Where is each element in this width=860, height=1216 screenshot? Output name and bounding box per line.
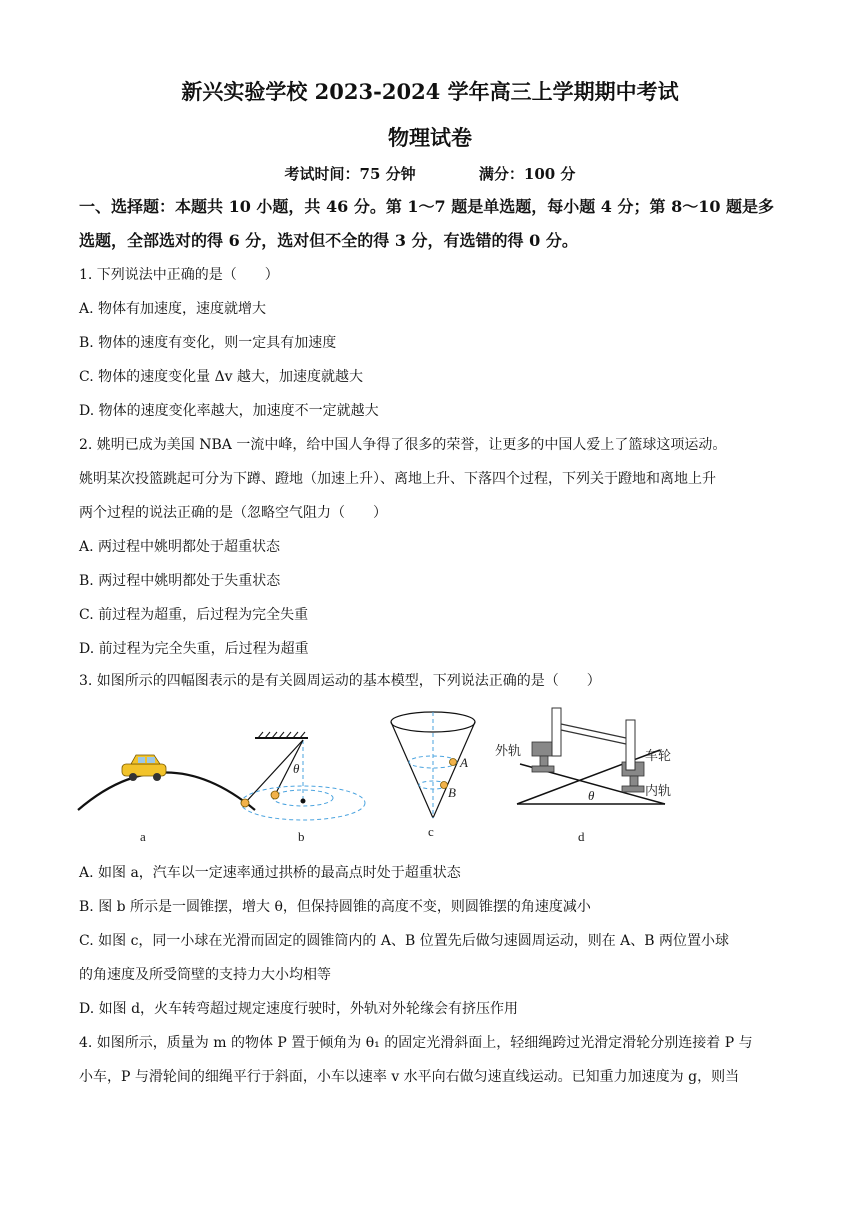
q4-stem-line2: 小车，P 与滑轮间的细绳平行于斜面，小车以速率 v 水平向右做匀速直线运动。已知重力加速度为 g，则当 — [79, 1069, 740, 1085]
full-score: 满分：100 分 — [478, 165, 576, 183]
page-subtitle: 物理试卷 — [388, 125, 472, 150]
figure-b-label: b — [298, 829, 305, 844]
car-icon — [122, 755, 166, 781]
figure-a-label: a — [140, 829, 146, 844]
cone-ball-b — [441, 782, 448, 789]
q2-option-d: D. 前过程为完全失重，后过程为超重 — [79, 641, 309, 657]
figure-a — [78, 755, 255, 844]
q2-option-c: C. 前过程为超重，后过程为完全失重 — [79, 607, 309, 623]
q3-option-a: A. 如图 a，汽车以一定速率通过拱桥的最高点时处于超重状态 — [79, 865, 461, 881]
q3-option-c-line2: 的角速度及所受筒壁的支持力大小均相等 — [79, 967, 331, 983]
q3-option-b: B. 图 b 所示是一圆锥摆，增大 θ，但保持圆锥的高度不变，则圆锥摆的角速度减小 — [79, 899, 591, 915]
figure-c — [391, 712, 475, 839]
figure-c-point-a: A — [460, 755, 468, 770]
outer-rail-label: 外轨 — [495, 744, 522, 759]
section-heading-line2: 选题，全部选对的得 6 分，选对但不全的得 3 分，有选错的得 0 分。 — [79, 231, 578, 250]
pendulum-ball-2 — [271, 791, 279, 799]
q2-stem-line2: 姚明某次投篮跳起可分为下蹲、蹬地（加速上升）、离地上升、下落四个过程，下列关于蹬地和离地上升 — [79, 471, 716, 487]
exam-meta — [0, 163, 860, 184]
q2-stem-line3: 两个过程的说法正确的是（忽略空气阻力（ ） — [79, 505, 387, 521]
q3-stem: 3. 如图所示的四幅图表示的是有关圆周运动的基本模型，下列说法正确的是（ ） — [79, 673, 601, 689]
q1-option-a: A. 物体有加速度，速度就增大 — [79, 301, 267, 317]
figure-d-theta: θ — [588, 788, 595, 803]
q1-option-b: B. 物体的速度有变化，则一定具有加速度 — [79, 335, 337, 351]
q2-stem-line1: 2. 姚明已成为美国 NBA 一流中峰，给中国人争得了很多的荣誉，让更多的中国人爱上了篮球这项运动。 — [79, 437, 727, 453]
outer-rail — [532, 708, 561, 772]
bridge-arch — [78, 773, 255, 811]
pendulum-ball-1 — [241, 799, 249, 807]
inner-rail — [622, 720, 644, 792]
section-heading-line1: 一、选择题：本题共 10 小题，共 46 分。第 1～7 题是单选题，每小题 4 分；第 8～10 题是多 — [79, 197, 775, 216]
cone-ball-a — [450, 759, 457, 766]
q3-option-d: D. 如图 d，火车转弯超过规定速度行驶时，外轨对外轮缘会有挤压作用 — [79, 1001, 519, 1017]
q1-option-d: D. 物体的速度变化率越大，加速度不一定就越大 — [79, 403, 379, 419]
q3-figures — [70, 700, 790, 850]
section-heading — [79, 190, 791, 258]
q2-option-b: B. 两过程中姚明都处于失重状态 — [79, 573, 281, 589]
q3-option-c-line1: C. 如图 c，同一小球在光滑而固定的圆锥筒内的 A、B 位置先后做匀速圆周运动，则在 A、B 两位置小球 — [79, 933, 729, 949]
figure-d-label: d — [578, 829, 585, 844]
figure-c-label: c — [428, 824, 434, 839]
exam-time: 考试时间：75 分钟 — [284, 165, 416, 183]
figure-b-theta: θ — [293, 761, 300, 776]
q2-option-a: A. 两过程中姚明都处于超重状态 — [79, 539, 281, 555]
wheel-label: 车轮 — [645, 749, 672, 764]
figure-b — [241, 732, 365, 844]
page-title: 新兴实验学校 2023-2024 学年高三上学期期中考试 — [181, 79, 679, 104]
figure-c-point-b: B — [448, 785, 456, 800]
figure-d — [495, 708, 671, 844]
q1-option-c: C. 物体的速度变化量 Δv 越大，加速度就越大 — [79, 369, 364, 385]
inner-rail-label: 内轨 — [645, 784, 672, 799]
q4-stem-line1: 4. 如图所示，质量为 m 的物体 P 置于倾角为 θ₁ 的固定光滑斜面上，轻细绳跨过光滑定滑轮分别连接着 P 与 — [79, 1035, 753, 1051]
q1-stem: 1. 下列说法中正确的是（ ） — [79, 267, 279, 283]
